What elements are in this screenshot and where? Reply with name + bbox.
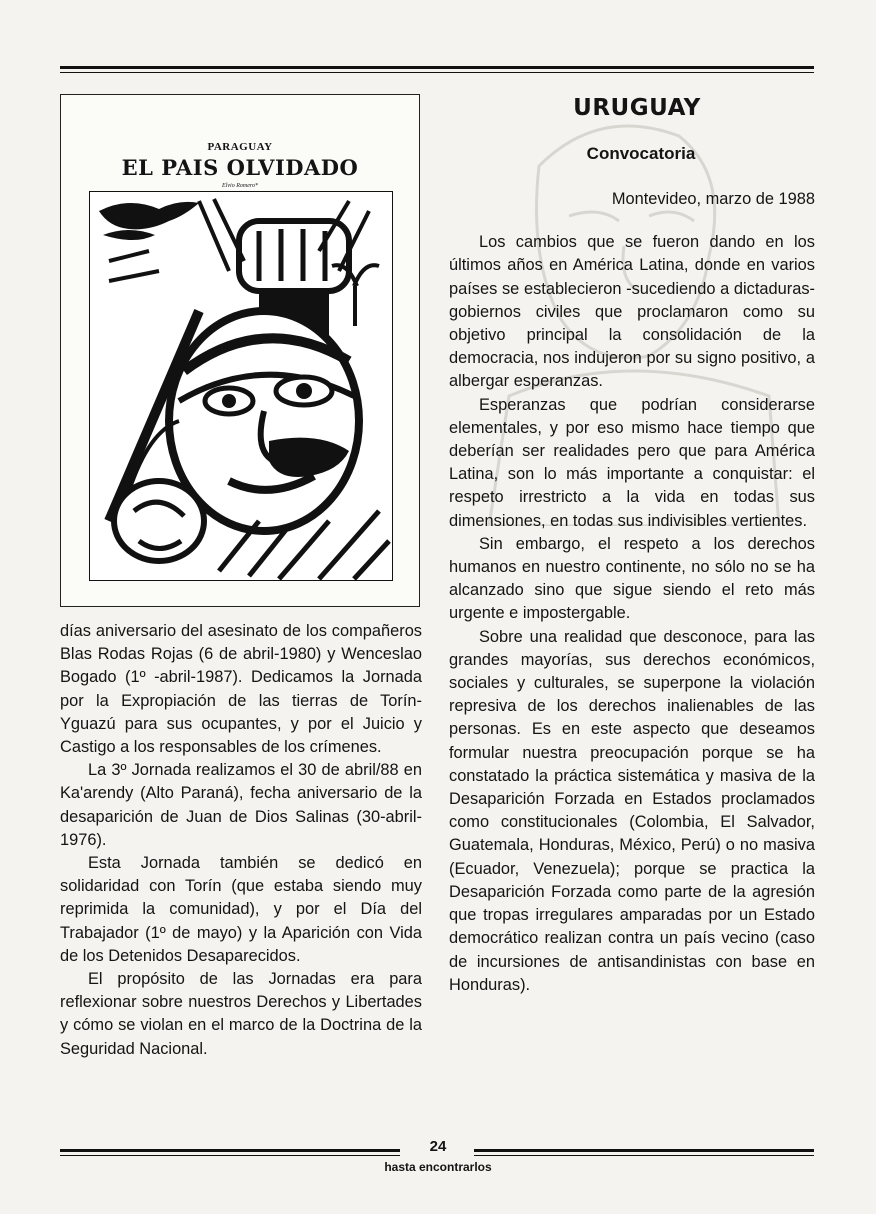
cover-kicker: PARAGUAY (207, 141, 273, 153)
right-paragraph-4: Sobre una realidad que desconoce, para las grandes mayorías, sus derechos económicos, sociales y culturales, se superpone la violación represiva de los derechos inalienables de las personas. Es en este aspecto que deseamos formular nuestra preocupación porque se ha constatado la práctica sistemática y masiva de la Desaparición Forzada en Estados proclamados como constitucionales (Colombia, El Salvador, Guatemala, Honduras, México, Perú) o no masiva (Ecuador, Venezuela); porque se practica la Desaparición Forzada como parte de la agresión que tropas irregulares amparadas por un Estado democrático realizan contra un país vecino (caso de incursiones de antisandinistas con base en Honduras). (449, 627, 815, 994)
article-dateline: Montevideo, marzo de 1988 (611, 190, 815, 208)
left-paragraph-2: La 3º Jornada realizamos el 30 de abril/88 en Ka'arendy (Alto Paraná), fecha aniversario de la desaparición de Juan de Dios Salinas (30-abril-1976). (60, 761, 422, 849)
article-subheading: Convocatoria (586, 144, 696, 163)
publication-name: hasta encontrarlos (384, 1160, 492, 1174)
top-rule (60, 66, 814, 73)
right-paragraph-1: Los cambios que se fueron dando en los últimos años en América Latina, donde en varios países se establecieron -sucediendo a dictaduras- gobiernos civiles que proclamaron como su objetivo principal la consolidación de la democracia, nos indujeron por su signo positivo, a albergar esperanzas. (449, 233, 815, 391)
cover-author: Elvio Romero* (222, 183, 258, 189)
left-paragraph-1: días aniversario del asesinato de los compañeros Blas Rodas Rojas (6 de abril-1980) y Wenceslao Bogado (1º -abril-1987). Dedicamos la Jornada por la Expropiación de las tierras de Torín-Yguazú para sus ocupantes, y por el Juicio y Castigo a los responsables de los crímenes. (60, 622, 422, 757)
article-heading: URUGUAY (573, 95, 701, 121)
left-paragraph-3: Esta Jornada también se dedicó en solidaridad con Torín (que estaba siendo muy reprimida la comunidad), y por el Día del Trabajador (1º de mayo) y la Aparición con Vida de los Detenidos Desaparecidos. (60, 854, 422, 965)
page-number: 24 (429, 1138, 447, 1155)
left-column-text (60, 620, 422, 1061)
book-cover-illustration (60, 94, 420, 607)
left-paragraph-4: El propósito de las Jornadas era para reflexionar sobre nuestros Derechos y Libertades y cómo se violan en el marco de la Doctrina de la Seguridad Nacional. (60, 970, 422, 1058)
right-column-article (449, 88, 815, 997)
woodcut-artwork (89, 191, 393, 581)
right-paragraph-3: Sin embargo, el respeto a los derechos humanos en nuestro continente, no sólo no se ha alcanzado sino que sigue siendo el reto más urgente e impostergable. (449, 534, 815, 623)
cover-title: EL PAIS OLVIDADO (121, 155, 359, 180)
right-paragraph-2: Esperanzas que podrían considerarse elementales, y por eso mismo hace tiempo que deberían ser realidades pero que para América Latina, son lo más importante a conquistar: el respeto irrestricto a la vida en todas sus dimensiones, en todas sus indivisibles vertientes. (449, 395, 815, 530)
